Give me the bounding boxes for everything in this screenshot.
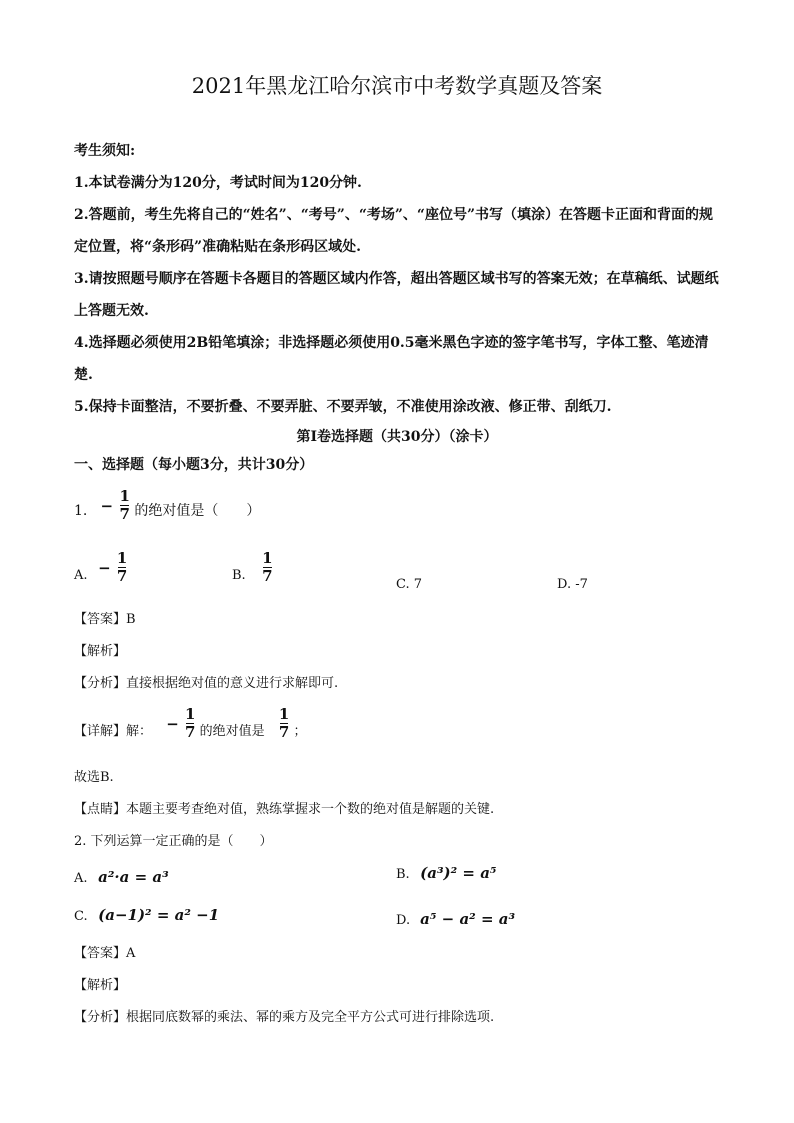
notice-item-2: 2.答题前，考生先将自己的“姓名”、“考号”、“考场”、“座位号”书写（填涂）在答题卡正面和背面的规 xyxy=(74,207,714,223)
notice-item-2-cont: 定位置，将“条形码”准确粘贴在条形码区域处. xyxy=(74,239,361,255)
q2-option-a-expr: a²·a = a³ xyxy=(98,868,169,886)
notice-item-5: 5.保持卡面整洁，不要折叠、不要弄脏、不要弄皱，不准使用涂改液、修正带、刮纸刀. xyxy=(74,399,612,415)
q1-number: 1. xyxy=(74,503,88,519)
q1-option-a-label: A. xyxy=(74,568,88,583)
q1-detail xyxy=(74,706,306,741)
q1-numerator: 1 xyxy=(119,487,130,505)
q2-option-c-expr: (a−1)² = a² −1 xyxy=(98,906,220,924)
q1-detail-den2: 7 xyxy=(278,723,290,741)
q2-option-b-expr: (a³)² = a⁵ xyxy=(420,864,497,882)
notice-item-4: 4.选择题必须使用2B铅笔填涂；非选择题必须使用0.5毫米黑色字迹的签字笔书写，字体工整、笔迹清 xyxy=(74,335,709,351)
notice-heading: 考生须知: xyxy=(74,143,136,159)
q1-comment: 【点睛】本题主要考查绝对值，熟练掌握求一个数的绝对值是解题的关键. xyxy=(74,802,495,817)
q1-answer: 【答案】B xyxy=(74,612,136,627)
part-one-heading: 一、选择题（每小题3分，共计30分） xyxy=(74,457,314,473)
q1-minus: − xyxy=(100,496,114,515)
q1-option-b-den: 7 xyxy=(262,567,273,585)
q1-detail-num1: 1 xyxy=(185,705,196,723)
q1-fraction xyxy=(100,488,129,523)
q1-detail-minus: − xyxy=(166,714,179,733)
q1-option-b-label: B. xyxy=(232,568,246,583)
notice-item-3-cont: 上答题无效. xyxy=(74,303,149,319)
q1-option-b xyxy=(232,550,273,585)
q1-option-d: D. -7 xyxy=(557,577,588,592)
q1-detail-den1: 7 xyxy=(185,723,196,741)
q2-analysis-label: 【解析】 xyxy=(74,978,127,993)
q1-fenxi: 【分析】直接根据绝对值的意义进行求解即可. xyxy=(74,676,339,691)
q2-option-a xyxy=(74,868,169,886)
q1-detail-num2: 1 xyxy=(278,705,290,723)
q1-detail-mid: 的绝对值是 xyxy=(199,724,265,739)
q2-option-b xyxy=(396,864,497,882)
q1-choose: 故选B. xyxy=(74,770,114,785)
q2-answer: 【答案】A xyxy=(74,946,136,961)
q2-option-c xyxy=(74,906,219,924)
notice-item-4-cont: 楚. xyxy=(74,367,93,383)
q1-option-a-minus: − xyxy=(98,558,111,577)
q1-option-b-num: 1 xyxy=(262,549,273,567)
q1-option-a-num: 1 xyxy=(116,549,128,567)
section-title: 第Ⅰ卷选择题（共30分）（涂卡） xyxy=(296,429,498,445)
q1-stem-text: 的绝对值是（ ） xyxy=(134,503,261,519)
q1-denominator: 7 xyxy=(119,505,130,523)
q1-option-a-den: 7 xyxy=(116,567,128,585)
q2-option-a-label: A. xyxy=(74,871,88,886)
q1-detail-prefix: 【详解】解： xyxy=(74,724,153,739)
q2-option-d-label: D. xyxy=(396,913,411,928)
q2-fenxi: 【分析】根据同底数幂的乘法、幂的乘方及完全平方公式可进行排除选项. xyxy=(74,1010,495,1025)
q2-option-b-label: B. xyxy=(396,867,410,882)
notice-item-1: 1.本试卷满分为120分，考试时间为120分钟. xyxy=(74,175,362,191)
q2-stem: 2. 下列运算一定正确的是（ ） xyxy=(74,834,273,849)
q1-option-a xyxy=(74,550,127,585)
q2-option-c-label: C. xyxy=(74,909,88,924)
q1-detail-end: ； xyxy=(293,724,307,739)
q1-stem xyxy=(74,488,260,523)
notice-item-3: 3.请按照题号顺序在答题卡各题目的答题区域内作答，超出答题区域书写的答案无效；在草稿纸、试题纸 xyxy=(74,271,719,287)
q2-option-d-expr: a⁵ − a² = a³ xyxy=(420,910,516,928)
q1-analysis-label: 【解析】 xyxy=(74,644,127,659)
q2-option-d xyxy=(396,910,515,928)
q1-option-c: C. 7 xyxy=(396,577,423,592)
page-title: 2021年黑龙江哈尔滨市中考数学真题及答案 xyxy=(191,74,603,98)
